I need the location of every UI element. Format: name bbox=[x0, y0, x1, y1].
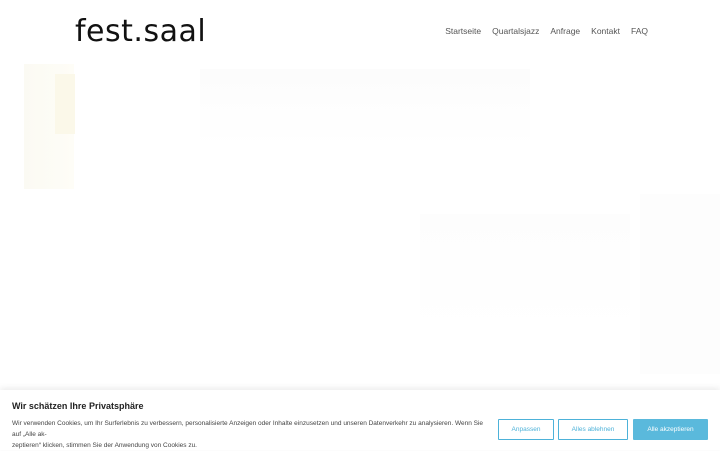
site-logo[interactable]: fest.saal bbox=[75, 14, 207, 49]
nav-startseite[interactable]: Startseite bbox=[445, 26, 482, 36]
hero-ghost-shape bbox=[55, 74, 75, 134]
reject-all-button[interactable]: Alles ablehnen bbox=[558, 419, 628, 440]
cookie-text bbox=[12, 418, 492, 451]
hero-image bbox=[0, 64, 720, 390]
nav-faq[interactable]: FAQ bbox=[630, 26, 648, 36]
nav-kontakt[interactable]: Kontakt bbox=[591, 26, 620, 36]
hero-ghost-shape bbox=[420, 214, 630, 334]
cookie-text-line: zeptieren“ klicken, stimmen Sie der Anwendung von Cookies zu. bbox=[12, 442, 197, 449]
customize-button[interactable]: Anpassen bbox=[498, 419, 554, 440]
cookie-banner bbox=[0, 390, 720, 450]
hero-ghost-shape bbox=[640, 194, 720, 374]
nav-quartalsjazz[interactable]: Quartalsjazz bbox=[492, 26, 540, 36]
cookie-text-line: Wir verwenden Cookies, um Ihr Surferlebnis zu verbessern, personalisierte Anzeigen oder Inhalte einzusetzen und unseren Datenverkehr zu analysieren. Wenn Sie auf „Alle ak- bbox=[12, 420, 484, 438]
hero-ghost-shape bbox=[200, 69, 530, 149]
nav-anfrage[interactable]: Anfrage bbox=[550, 26, 581, 36]
cookie-title: Wir schätzen Ihre Privatsphäre bbox=[12, 401, 144, 411]
main-nav bbox=[445, 26, 648, 36]
site-header bbox=[0, 0, 720, 64]
accept-all-button[interactable]: Alle akzeptieren bbox=[633, 419, 708, 440]
